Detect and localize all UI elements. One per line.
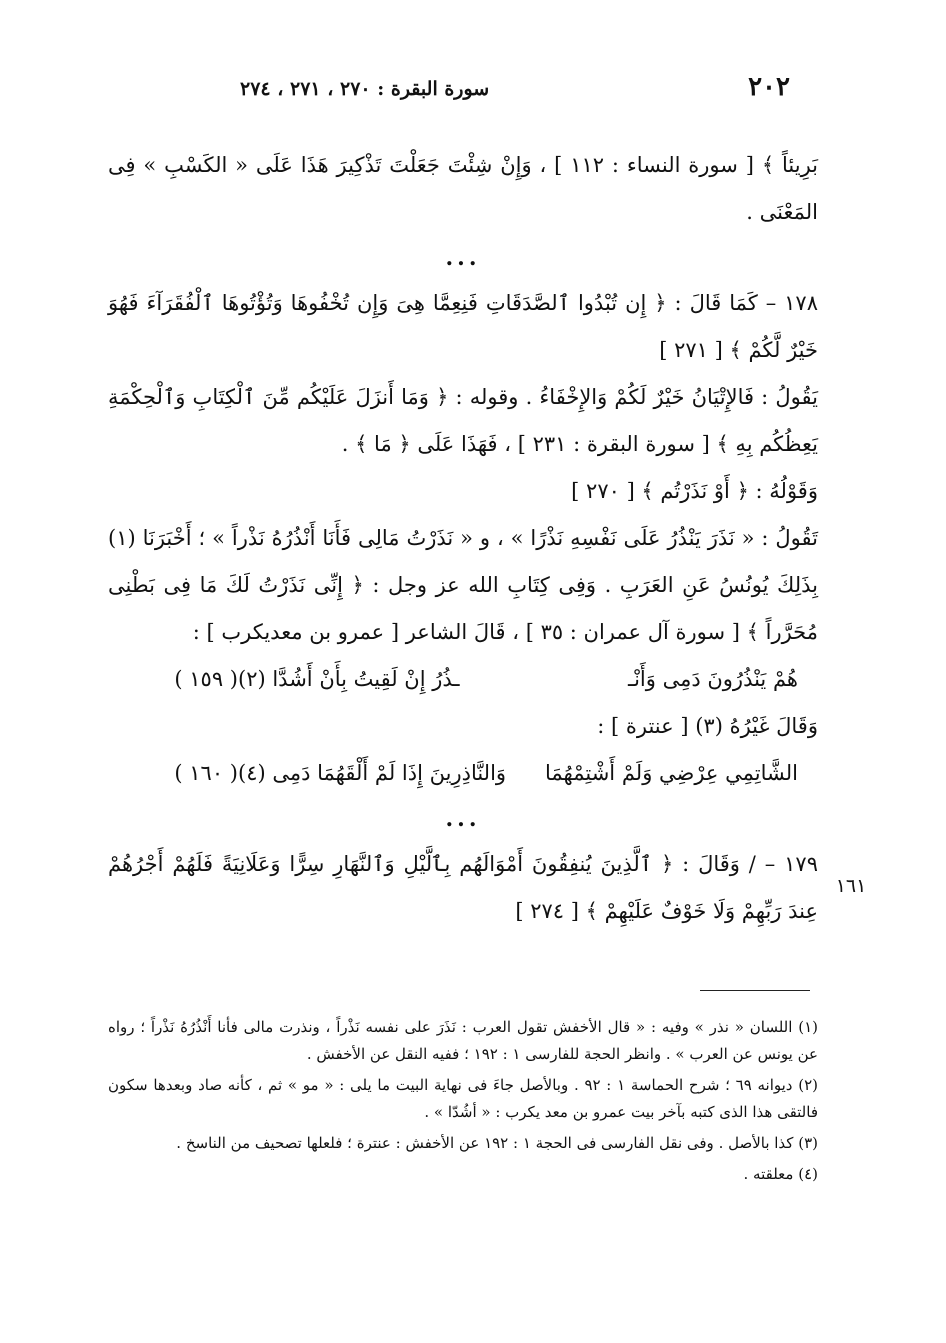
section-separator: ... <box>445 245 481 271</box>
paragraph-ghayruhu: وَقَالَ غَيْرُهُ (٣) [ عنترة ] : <box>597 714 818 738</box>
verse-159 <box>108 656 818 703</box>
footnote-2: (٢) ديوانه ٦٩ ؛ شرح الحماسة ١ : ٩٢ . وبالأصل جاءَ فى نهاية البيت ما يلى : « مو » ثم ، كأنه صاد وبعدها سكون فالتقى هذا الذى كتبه بآخر بيت عمرو بن معد يكرب : « أشُدّا » . <box>108 1076 818 1121</box>
paragraph-nadhr: تَقُولُ : « نَذَرَ يَنْذُرُ عَلَى نَفْسِهِ نَذْرًا » ، و « نَذَرْتُ مَالِى فَأَنَا أَنْذُرُهُ نَذْراً » ؛ أَخْبَرَنَا (١) بِذَلِكَ يُونُسُ عَنِ العَرَبِ . وَفِى كِتَابِ الله عز وجل : ﴿ إِنِّى نَذَرْتُ لَكَ مَا فِى بَطْنِى مُحَرَّراً ﴾ [ سورة آل عمران : ٣٥ ] ، قَالَ الشاعر [ عمرو بن معديكرب ] : <box>108 526 818 644</box>
verse-159-first-hemistich: هُمْ يَنْذُرُونَ دَمِى وَأَنْـ <box>627 667 798 691</box>
footnote-3: (٣) كذا بالأصل . وفى نقل الفارسى فى الحجة ١ : ١٩٢ عن الأخفش : عنترة ؛ فلعلها تصحيف من الناسخ . <box>176 1134 818 1152</box>
paragraph-179: ١٧٩ – / وَقَالَ : ﴿ ٱلَّذِينَ يُنفِقُونَ أَمْوَالَهُم بِٱلَّيْلِ وَٱلنَّهَارِ سِرًّا وَعَلَانِيَةً فَلَهُمْ أَجْرُهُمْ عِندَ رَبِّهِمْ وَلَا خَوْفٌ عَلَيْهِمْ ﴾ [ ٢٧٤ ] <box>108 852 818 923</box>
footnote-divider <box>700 990 810 991</box>
verse-159-number: ( ١٥٩ ) <box>174 667 238 691</box>
paragraph-commentary: يَقُولُ : فَالإِتْيَانُ خَيْرٌ لَكُمْ وَالإِخْفَاءُ . وقوله : ﴿ وَمَا أَنزَلَ عَلَيْكُم مِّنَ ٱلْكِتَابِ وَٱلْحِكْمَةِ يَعِظُكُم بِهِ ﴾ [ سورة البقرة : ٢٣١ ] ، فَهَذَا عَلَى ﴿ مَا ﴾ . <box>108 385 818 456</box>
footnotes <box>108 1014 818 1192</box>
page-header <box>240 72 790 102</box>
verse-160-second-hemistich: وَالنَّاذِرِينَ إِذَا لَمْ أَلْقَهُمَا دَمِى (٤) <box>238 761 507 785</box>
footnote-1: (١) اللسان « نذر » وفيه : « قال الأخفش تقول العرب : نَذَرَ على نفسه نَذْراً ، ونذرت مالى فأنا أَنْذُرُهُ نَذْراً ؛ رواه عن يونس عن العرب » . وانظر الحجة للفارسى ١ : ١٩٢ ؛ ففيه النقل عن الأخفش . <box>108 1018 818 1063</box>
running-title: سورة البقرة : ٢٧٠ ، ٢٧١ ، ٢٧٤ <box>240 78 490 100</box>
footnote-4: (٤) معلقته . <box>743 1165 818 1183</box>
verse-160-number: ( ١٦٠ ) <box>174 761 238 785</box>
verse-160 <box>108 750 818 797</box>
paragraph-qawluhu: وَقَوْلُهُ : ﴿ أَوْ نَذَرْتُم ﴾ [ ٢٧٠ ] <box>571 479 818 503</box>
page-number: ٢٠٢ <box>748 72 790 102</box>
section-separator: ... <box>445 806 481 832</box>
margin-manuscript-number: ١٦١ <box>835 875 867 897</box>
verse-160-first-hemistich: الشَّاتِمِي عِرْضِي وَلَمْ أَشْتِمْهُمَا <box>545 761 798 785</box>
verse-159-second-hemistich: ـذُرُ إِنْ لَقِيتُ بِأَنْ أَشُدَّا (٢) <box>238 667 460 691</box>
main-text <box>108 142 818 935</box>
paragraph-178: ١٧٨ – كَمَا قَالَ : ﴿ إِن تُبْدُوا ٱلصَّدَقَاتِ فَنِعِمَّا هِىَ وَإِن تُخْفُوهَا وَتُؤْتُوهَا ٱلْفُقَرَآءَ فَهُوَ خَيْرٌ لَّكُمْ ﴾ [ ٢٧١ ] <box>108 291 818 362</box>
paragraph-continuation: بَرِيئاً ﴾ [ سورة النساء : ١١٢ ] ، وَإِنْ شِئْتَ جَعَلْتَ تَذْكِيرَ هَذَا عَلَى « الكَسْبِ » فِى المَعْنَى . <box>108 153 818 224</box>
